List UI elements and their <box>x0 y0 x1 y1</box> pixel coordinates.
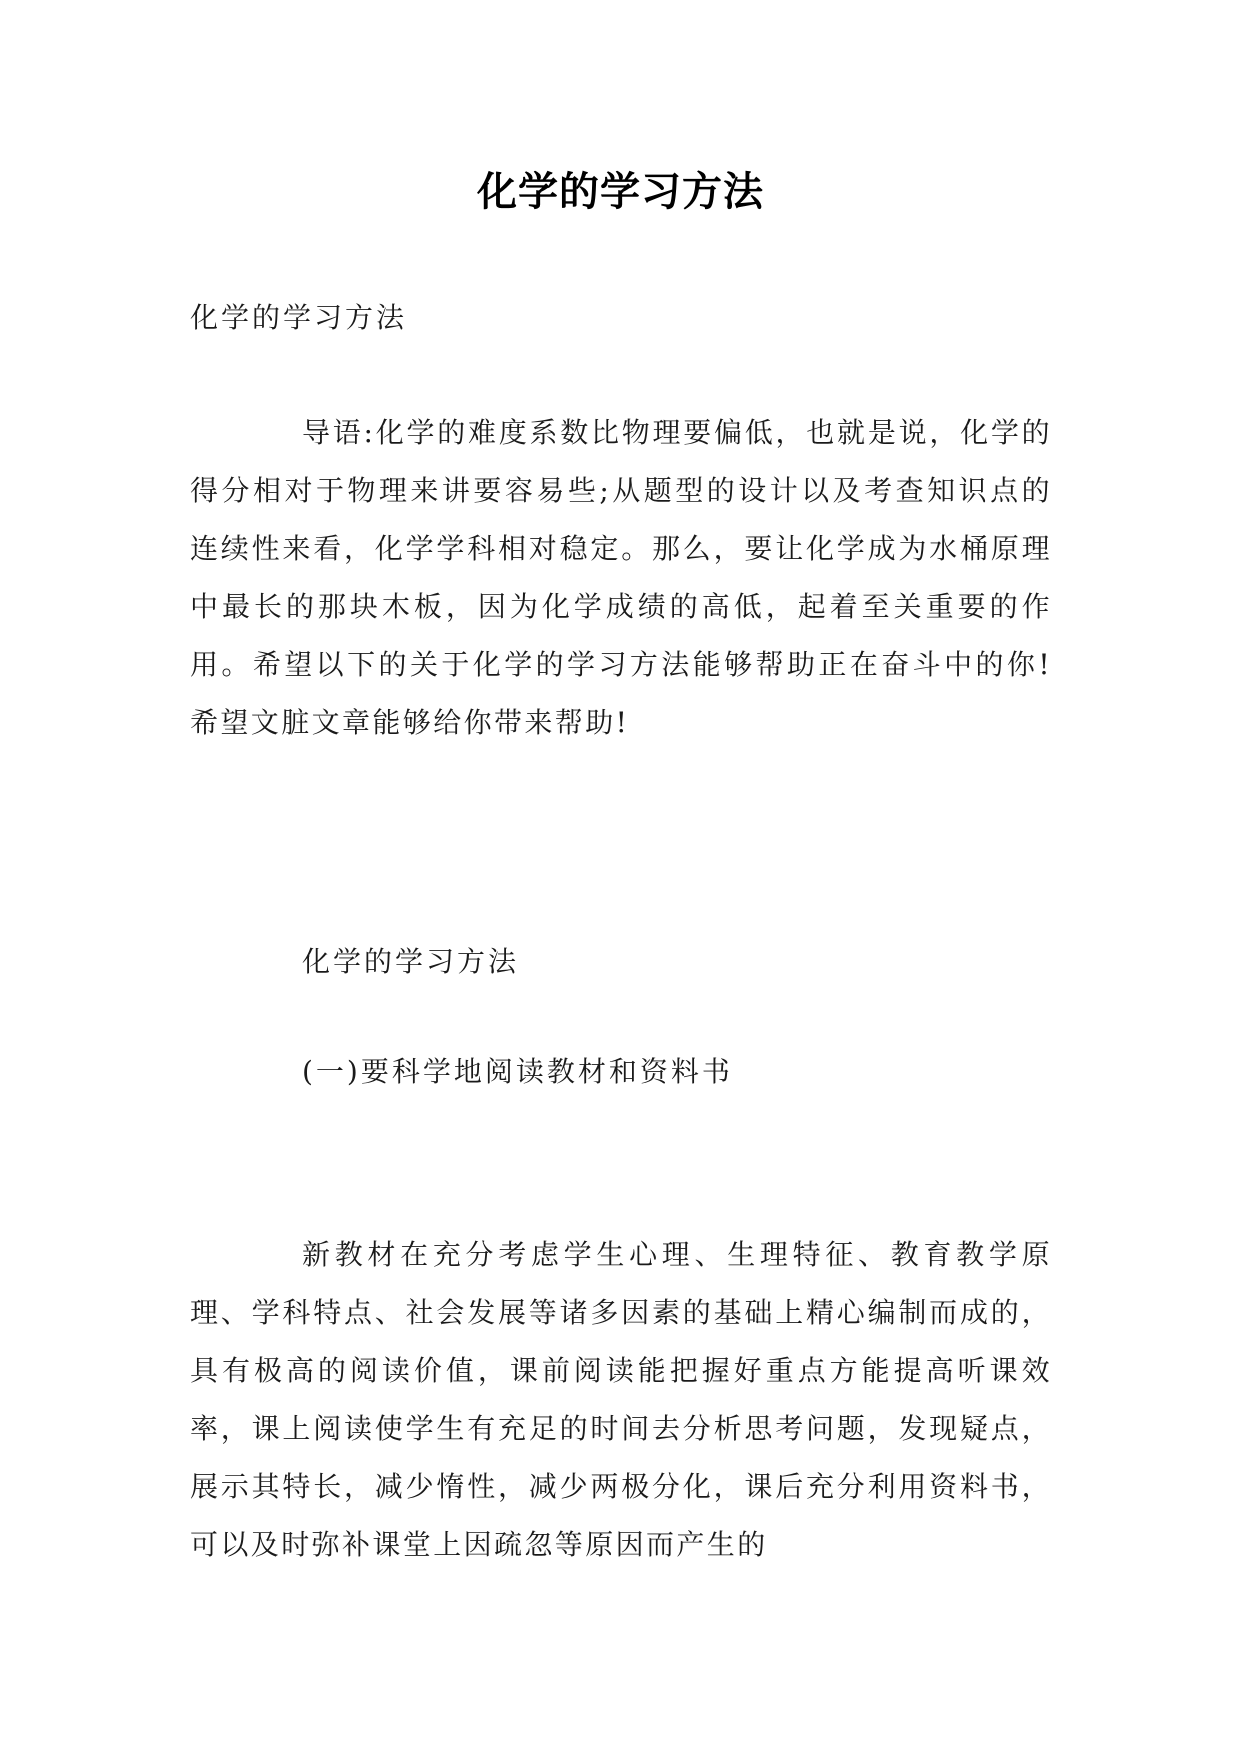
subsection-heading: (一)要科学地阅读教材和资料书 <box>302 1055 733 1088</box>
document-title: 化学的学习方法 <box>477 168 764 215</box>
intro-paragraph: 导语:化学的难度系数比物理要偏低，也就是说，化学的得分相对于物理来讲要容易些;从题型的设计以及考查知识点的连续性来看，化学学科相对稳定。那么，要让化学成为水桶原理中最长的那块木板，因为化学成绩的高低，起着至关重要的作用。希望以下的关于化学的学习方法能够帮助正在奋斗中的你!希望文脏文章能够给你带来帮助! <box>190 416 1052 739</box>
body-paragraph: 新教材在充分考虑学生心理、生理特征、教育教学原理、学科特点、社会发展等诸多因素的基础上精心编制而成的，具有极高的阅读价值，课前阅读能把握好重点方能提高听课效率，课上阅读使学生有充足的时间去分析思考问题，发现疑点，展示其特长，减少惰性，减少两极分化，课后充分利用资料书，可以及时弥补课堂上因疏忽等原因而产生的 <box>190 1238 1052 1561</box>
document-subtitle: 化学的学习方法 <box>190 301 408 334</box>
section-heading: 化学的学习方法 <box>302 945 520 978</box>
